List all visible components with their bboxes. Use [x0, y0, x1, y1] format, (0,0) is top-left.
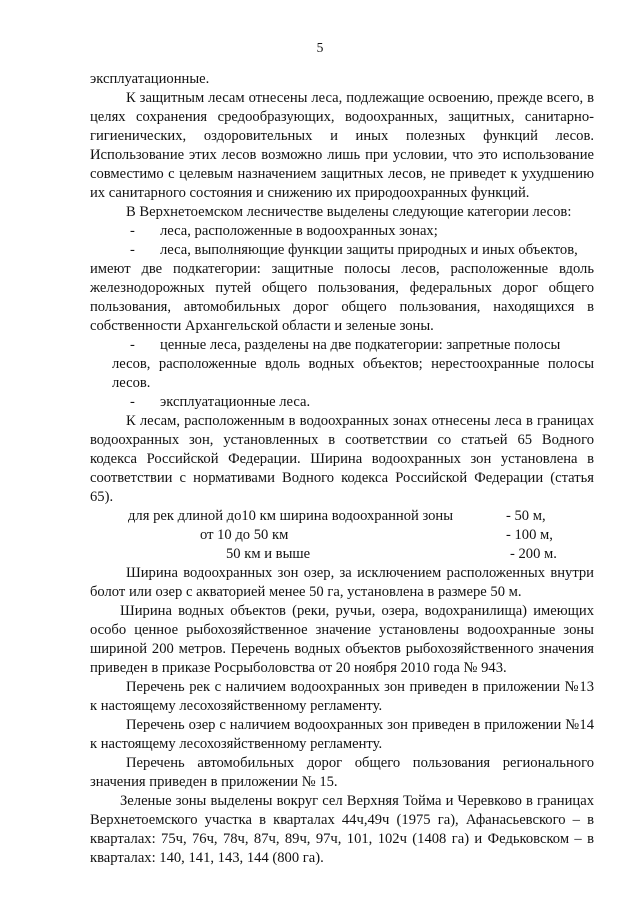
page-number: 5 [316, 40, 324, 55]
paragraph-categories-intro: В Верхнетоемском лесничестве выделены следующие категории лесов: [126, 204, 572, 220]
table-row-value: - 50 м, [506, 508, 546, 524]
document-body [90, 70, 594, 868]
list-item-text: леса, расположенные в водоохранных зонах; [160, 223, 438, 239]
list-item [90, 393, 594, 412]
paragraph: эксплуатационные. [90, 71, 210, 87]
list-item [90, 222, 594, 241]
table-row-value: - 200 м. [510, 546, 557, 562]
table-row-value: - 100 м, [506, 527, 553, 543]
widths-table [90, 507, 594, 564]
table-row-label: для рек длиной до10 км ширина водоохранной зоны [128, 508, 454, 524]
list-item [90, 241, 594, 260]
list-dash: - [130, 242, 135, 258]
paragraph-water-protection-zones: К лесам, расположенным в водоохранных зонах отнесены леса в границах водоохранных зон, установленных в соответствии со статьей 65 Водного кодекса Российской Федерации. Ширина водоохранных зон установлена в соответствии с нормативами Водного кодекса Российской Федерации (статья 65). [90, 413, 594, 505]
paragraph-rivers-list: Перечень рек с наличием водоохранных зон приведен в приложении №13 к настоящему лесохозяйственному регламенту. [90, 679, 594, 714]
paragraph-green-zones: Зеленые зоны выделены вокруг сел Верхняя Тойма и Черевково в границах Верхнетоемского участка в кварталах 44ч,49ч (1975 га), Афанасьевского – в кварталах: 75ч, 76ч, 78ч, 87ч, 89ч, 97ч, 101, 102ч (1408 га) и Федьковском – в кварталах: 140, 141, 143, 144 (800 га). [90, 793, 594, 866]
paragraph-roads-list: Перечень автомобильных дорог общего пользования регионального значения приведен в приложении № 15. [90, 755, 594, 790]
list-item-text: эксплуатационные леса. [160, 394, 311, 410]
paragraph-lake-zones: Ширина водоохранных зон озер, за исключением расположенных внутри болот или озер с акваторией менее 50 га, установлена в размере 50 м. [90, 565, 594, 600]
paragraph-lakes-list: Перечень озер с наличием водоохранных зон приведен в приложении №14 к настоящему лесохозяйственному регламенту. [90, 717, 594, 752]
table-row [90, 526, 594, 545]
table-row-label: от 10 до 50 км [200, 527, 289, 543]
list-dash: - [130, 394, 135, 410]
table-row-label: 50 км и выше [226, 546, 311, 562]
list-item-continuation: лесов, расположенные вдоль водных объектов; нерестоохранные полосы лесов. [112, 356, 594, 391]
list-item [90, 336, 594, 355]
paragraph-protective-forests: К защитным лесам отнесены леса, подлежащие освоению, прежде всего, в целях сохранения средообразующих, водоохранных, защитных, санитарно-гигиенических, оздоровительных и иных полезных функций лесов. Использование этих лесов возможно лишь при условии, что это использование совместимо с целевым назначением защитных лесов, не приведет к ухудшению их санитарного состояния и снижению их природоохранных функций. [90, 90, 594, 201]
table-row [90, 507, 594, 526]
list-item-continuation: имеют две подкатегории: защитные полосы лесов, расположенные вдоль железнодорожных путей общего пользования, федеральных дорог общего пользования, автомобильных дорог общего пользования, находящихся в собственности Архангельской области и зеленые зоны. [90, 261, 594, 334]
list-dash: - [130, 337, 135, 353]
list-dash: - [130, 223, 135, 239]
list-item-text: ценные леса, разделены на две подкатегории: запретные полосы [160, 337, 561, 353]
paragraph-fishery-objects: Ширина водных объектов (реки, ручьи, озера, водохранилища) имеющих особо ценное рыбохозяйственное значение установлены водоохранные зоны шириной 200 метров. Перечень водных объектов рыбохозяйственного значения приведен в приказе Росрыболовства от 20 ноября 2010 года № 943. [90, 603, 594, 676]
table-row [90, 545, 594, 564]
list-item-text: леса, выполняющие функции защиты природных и иных объектов, [160, 242, 578, 258]
